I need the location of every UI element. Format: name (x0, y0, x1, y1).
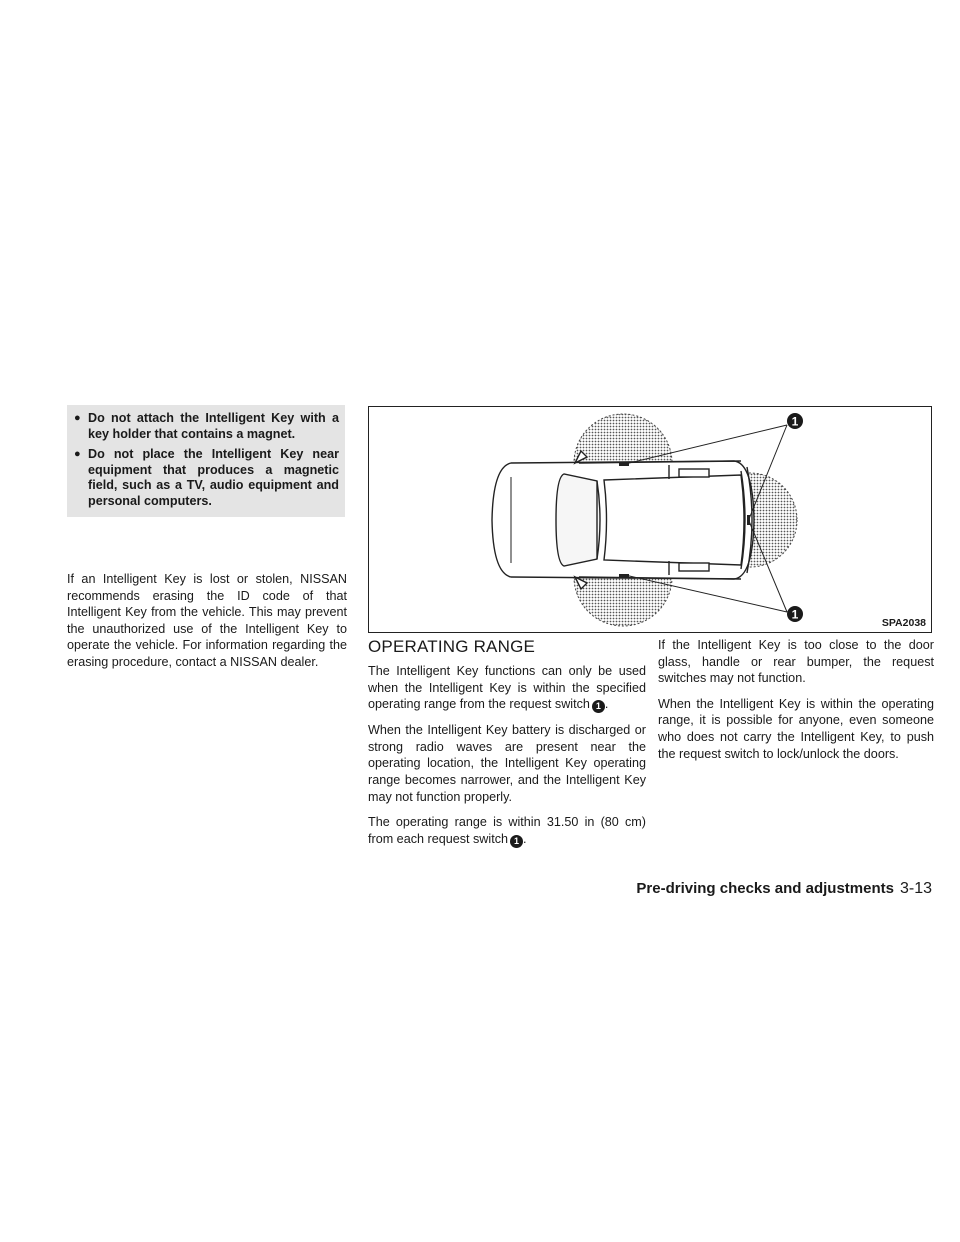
column-middle (368, 663, 646, 857)
callout-label: 1 (791, 414, 799, 429)
section-title: OPERATING RANGE (368, 637, 536, 656)
paragraph: The Intelligent Key functions can only be used when the Intelligent Key is within the specified operating range from the request switch 1 . (368, 664, 646, 712)
footer-section-name: Pre-driving checks and adjustments (636, 880, 894, 897)
page-footer (636, 880, 932, 898)
operating-range-figure (368, 406, 932, 633)
bullet-icon: ● (74, 448, 81, 460)
bullet-icon: ● (74, 412, 81, 424)
caution-box (67, 405, 345, 517)
paragraph: The operating range is within 31.50 in (80 cm) from each request switch 1 . (368, 815, 646, 846)
caution-item: ● Do not attach the Intelligent Key with a key holder that contains a magnet. (74, 411, 339, 441)
caution-item: ● Do not place the Intelligent Key near equipment that produces a magnetic field, such as a TV, audio equipment and personal computers. (74, 447, 339, 508)
figure-code: SPA2038 (881, 617, 926, 629)
vehicle-diagram (369, 407, 931, 632)
page-number: 3-13 (899, 880, 932, 897)
callout-ref-icon: 1 (510, 835, 523, 848)
vehicle-outline (492, 451, 754, 589)
column-right (658, 637, 934, 771)
callout-marker (787, 413, 803, 429)
callout-label: 1 (791, 607, 799, 622)
callout-marker (787, 606, 803, 622)
paragraph: If the Intelligent Key is too close to the door glass, handle or rear bumper, the request switches may not function. (658, 638, 934, 686)
lost-key-paragraph: If an Intelligent Key is lost or stolen, NISSAN recommends erasing the ID code of that Intelligent Key from the vehicle. This may prevent the unauthorized use of the Intelligent Key to operate the vehicle. For information regarding the erasing procedure, contact a NISSAN dealer. (67, 572, 347, 669)
callout-ref-icon: 1 (592, 700, 605, 713)
paragraph: When the Intelligent Key battery is discharged or strong radio waves are present near the operating location, the Intelligent Key operating range becomes narrower, and the Intelligent Key may not function properly. (368, 723, 646, 804)
paragraph: When the Intelligent Key is within the operating range, it is possible for anyone, even someone who does not carry the Intelligent Key, to push the request switch to lock/unlock the doors. (658, 696, 934, 761)
